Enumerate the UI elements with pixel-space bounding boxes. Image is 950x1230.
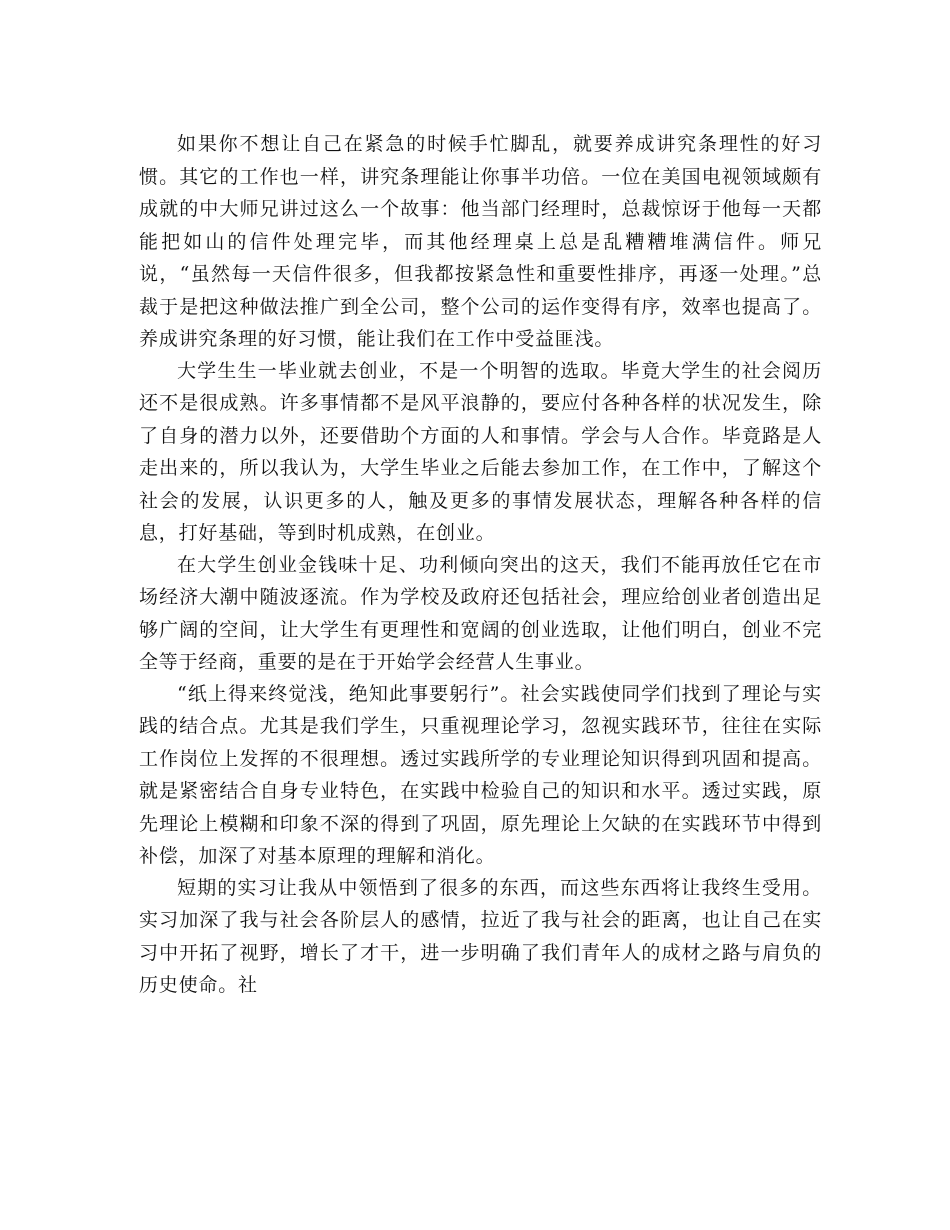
- paragraph-3: 在大学生创业金钱味十足、功利倾向突出的这天，我们不能再放任它在市场经济大潮中随波逐流。作为学校及政府还包括社会，理应给创业者创造出足够广阔的空间，让大学生有更理性和宽阔的创业选取，让他们明白，创业不完全等于经商，重要的是在于开始学会经营人生事业。: [139, 553, 822, 673]
- paragraph-5: 短期的实习让我从中领悟到了很多的东西，而这些东西将让我终生受用。实习加深了我与社会各阶层人的感情，拉近了我与社会的距离，也让自己在实习中开拓了视野，增长了才干，进一步明确了我们青年人的成材之路与肩负的历史使命。社: [139, 876, 822, 996]
- paragraph-1: 如果你不想让自己在紧急的时候手忙脚乱，就要养成讲究条理性的好习惯。其它的工作也一样，讲究条理能让你事半功倍。一位在美国电视领域颇有成就的中大师兄讲过这么一个故事：他当部门经理时，总裁惊讶于他每一天都能把如山的信件处理完毕，而其他经理桌上总是乱糟糟堆满信件。师兄说，“虽然每一天信件很多，但我都按紧急性和重要性排序，再逐一处理。”总裁于是把这种做法推广到全公司，整个公司的运作变得有序，效率也提高了。养成讲究条理的好习惯，能让我们在工作中受益匪浅。: [139, 133, 822, 350]
- document-page: [139, 128, 822, 1001]
- paragraph-4: “纸上得来终觉浅，绝知此事要躬行”。社会实践使同学们找到了理论与实践的结合点。尤其是我们学生，只重视理论学习，忽视实践环节，往往在实际工作岗位上发挥的不很理想。透过实践所学的专业理论知识得到巩固和提高。就是紧密结合自身专业特色，在实践中检验自己的知识和水平。透过实践，原先理论上模糊和印象不深的得到了巩固，原先理论上欠缺的在实践环节中得到补偿，加深了对基本原理的理解和消化。: [139, 682, 822, 867]
- paragraph-2: 大学生生一毕业就去创业，不是一个明智的选取。毕竟大学生的社会阅历还不是很成熟。许多事情都不是风平浪静的，要应付各种各样的状况发生，除了自身的潜力以外，还要借助个方面的人和事情。学会与人合作。毕竟路是人走出来的，所以我认为，大学生毕业之后能去参加工作，在工作中，了解这个社会的发展，认识更多的人，触及更多的事情发展状态，理解各种各样的信息，打好基础，等到时机成熟，在创业。: [139, 359, 822, 544]
